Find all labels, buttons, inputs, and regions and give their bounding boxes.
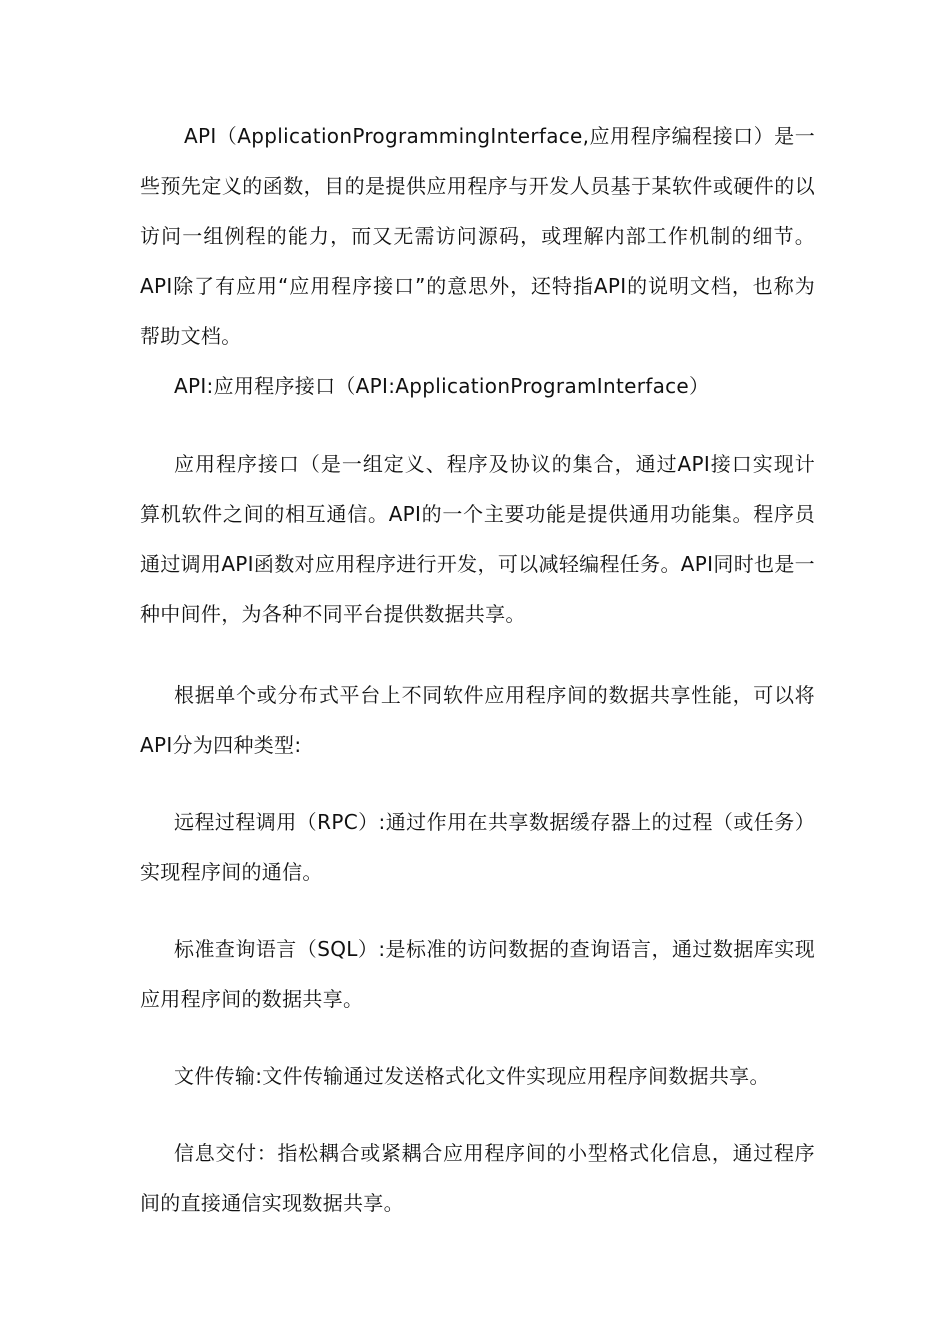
paragraph-api-abbreviation: API:应用程序接口（API:ApplicationProgramInterface）: [174, 374, 710, 398]
paragraph-file-transfer: 文件传输:文件传输通过发送格式化文件实现应用程序间数据共享。: [174, 1064, 770, 1088]
paragraph-rpc: 远程过程调用（RPC）:通过作用在共享数据缓存器上的过程（或任务）实现程序间的通信。: [140, 810, 815, 884]
paragraph-api-types-intro: 根据单个或分布式平台上不同软件应用程序间的数据共享性能，可以将API分为四种类型:: [140, 683, 815, 757]
paragraph-message-delivery: 信息交付：指松耦合或紧耦合应用程序间的小型格式化信息，通过程序间的直接通信实现数据共享。: [140, 1141, 815, 1215]
paragraph-sql: 标准查询语言（SQL）:是标准的访问数据的查询语言，通过数据库实现应用程序间的数据共享。: [140, 937, 815, 1011]
paragraph-api-function: 应用程序接口（是一组定义、程序及协议的集合，通过API接口实现计算机软件之间的相互通信。API的一个主要功能是提供通用功能集。程序员通过调用API函数对应用程序进行开发，可以减轻编程任务。API同时也是一种中间件，为各种不同平台提供数据共享。: [140, 452, 815, 626]
paragraph-api-definition: API（ApplicationProgrammingInterface,应用程序编程接口）是一些预先定义的函数，目的是提供应用程序与开发人员基于某软件或硬件的以访问一组例程的能力，而又无需访问源码，或理解内部工作机制的细节。API除了有应用“应用程序接口”的意思外，还特指API的说明文档，也称为帮助文档。: [140, 124, 815, 348]
